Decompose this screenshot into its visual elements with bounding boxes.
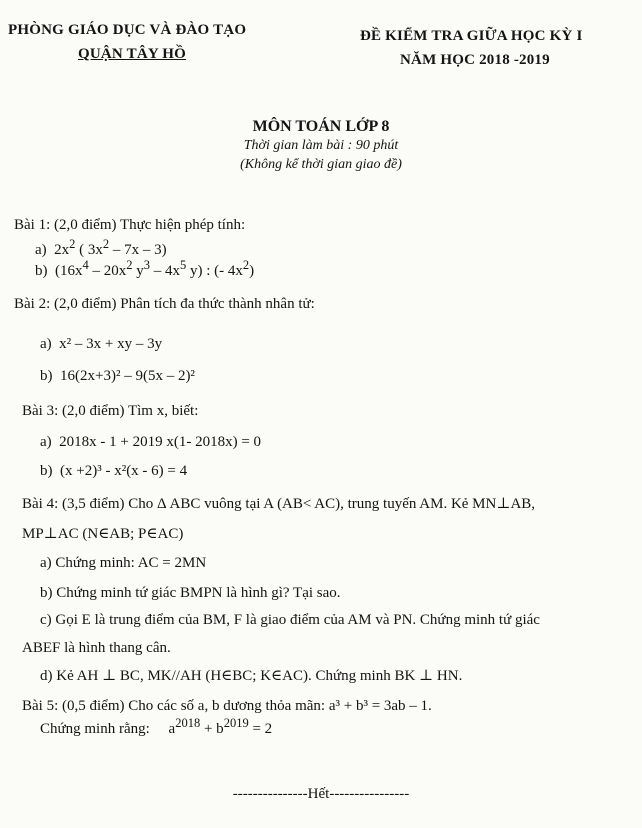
bai4-line2: MP⊥AC (N∈AB; P∈AC) xyxy=(22,526,184,542)
bai1-b-expression: ($16x^4 - 20x^2$ $y^3 - 4x^5$ y) : (- $4x^2$) xyxy=(51,258,255,279)
bai5-prove-label: Chứng minh rằng: xyxy=(40,721,150,737)
bai4-d: d) Kẻ AH ⊥ BC, MK//AH (H∈BC; K∈AC). Chứng minh BK ⊥ HN. xyxy=(40,668,463,684)
bai3-a-expression: 2018x - 1 + 2019 x(1- 2018x) = 0 xyxy=(59,434,262,450)
bai2-a-expression: x² – 3x + xy – 3y xyxy=(59,336,163,352)
bai3-heading: Bài 3: (2,0 điểm) Tìm x, biết: xyxy=(22,403,199,419)
bai4-c1: c) Gọi E là trung điểm của BM, F là giao điểm của AM và PN. Chứng minh tứ giác xyxy=(40,612,540,628)
end-marker: ---------------Hết---------------- xyxy=(232,786,410,802)
bai2-a-label: a) xyxy=(40,336,52,352)
bai5-expression: $a^{2018} + b^{2019} = 2$ xyxy=(168,716,273,737)
department-name: PHÒNG GIÁO DỤC VÀ ĐÀO TẠO xyxy=(8,22,247,38)
bai2-b-label: b) xyxy=(40,368,53,384)
bai1-a-label: a) xyxy=(35,242,47,258)
time-note: (Không kể thời gian giao đề) xyxy=(240,157,402,172)
bai1-a xyxy=(35,237,167,259)
district-name: QUẬN TÂY HỒ xyxy=(78,46,187,62)
bai3-a xyxy=(40,434,261,451)
bai4-line1: Bài 4: (3,5 điểm) Cho Δ ABC vuông tại A (AB< AC), trung tuyến AM. Kẻ MN⊥AB, xyxy=(22,496,536,512)
school-year: NĂM HỌC 2018 -2019 xyxy=(400,52,550,68)
subject-title: MÔN TOÁN LỚP 8 xyxy=(252,118,390,135)
bai2-b xyxy=(40,368,195,385)
bai4-c2: ABEF là hình thang cân. xyxy=(22,640,171,656)
bai1-heading: Bài 1: (2,0 điểm) Thực hiện phép tính: xyxy=(14,217,246,233)
bai1-b-label: b) xyxy=(35,263,48,279)
bai1-a-expression: $2x^2$ ( $3x^2 - 7x - 3$) xyxy=(50,237,167,258)
bai3-a-label: a) xyxy=(40,434,52,450)
bai3-b-label: b) xyxy=(40,463,53,479)
bai5-line2 xyxy=(40,716,272,738)
bai4-b: b) Chứng minh tứ giác BMPN là hình gì? Tại sao. xyxy=(40,585,341,601)
bai5-line1: Bài 5: (0,5 điểm) Cho các số a, b dương thỏa mãn: a³ + b³ = 3ab – 1. xyxy=(22,698,432,714)
bai2-b-expression: 16(2x+3)² – 9(5x – 2)² xyxy=(60,368,195,384)
bai3-b-expression: (x +2)³ - x²(x - 6) = 4 xyxy=(60,463,188,479)
bai2-a xyxy=(40,336,162,353)
bai4-a: a) Chứng minh: AC = 2MN xyxy=(40,555,207,571)
bai1-b xyxy=(35,258,254,280)
bai2-heading: Bài 2: (2,0 điểm) Phân tích đa thức thành nhân tử: xyxy=(14,296,315,312)
exam-name: ĐỀ KIỂM TRA GIỮA HỌC KỲ I xyxy=(360,28,583,44)
time-allowed: Thời gian làm bài : 90 phút xyxy=(243,138,399,153)
bai3-b xyxy=(40,463,187,480)
